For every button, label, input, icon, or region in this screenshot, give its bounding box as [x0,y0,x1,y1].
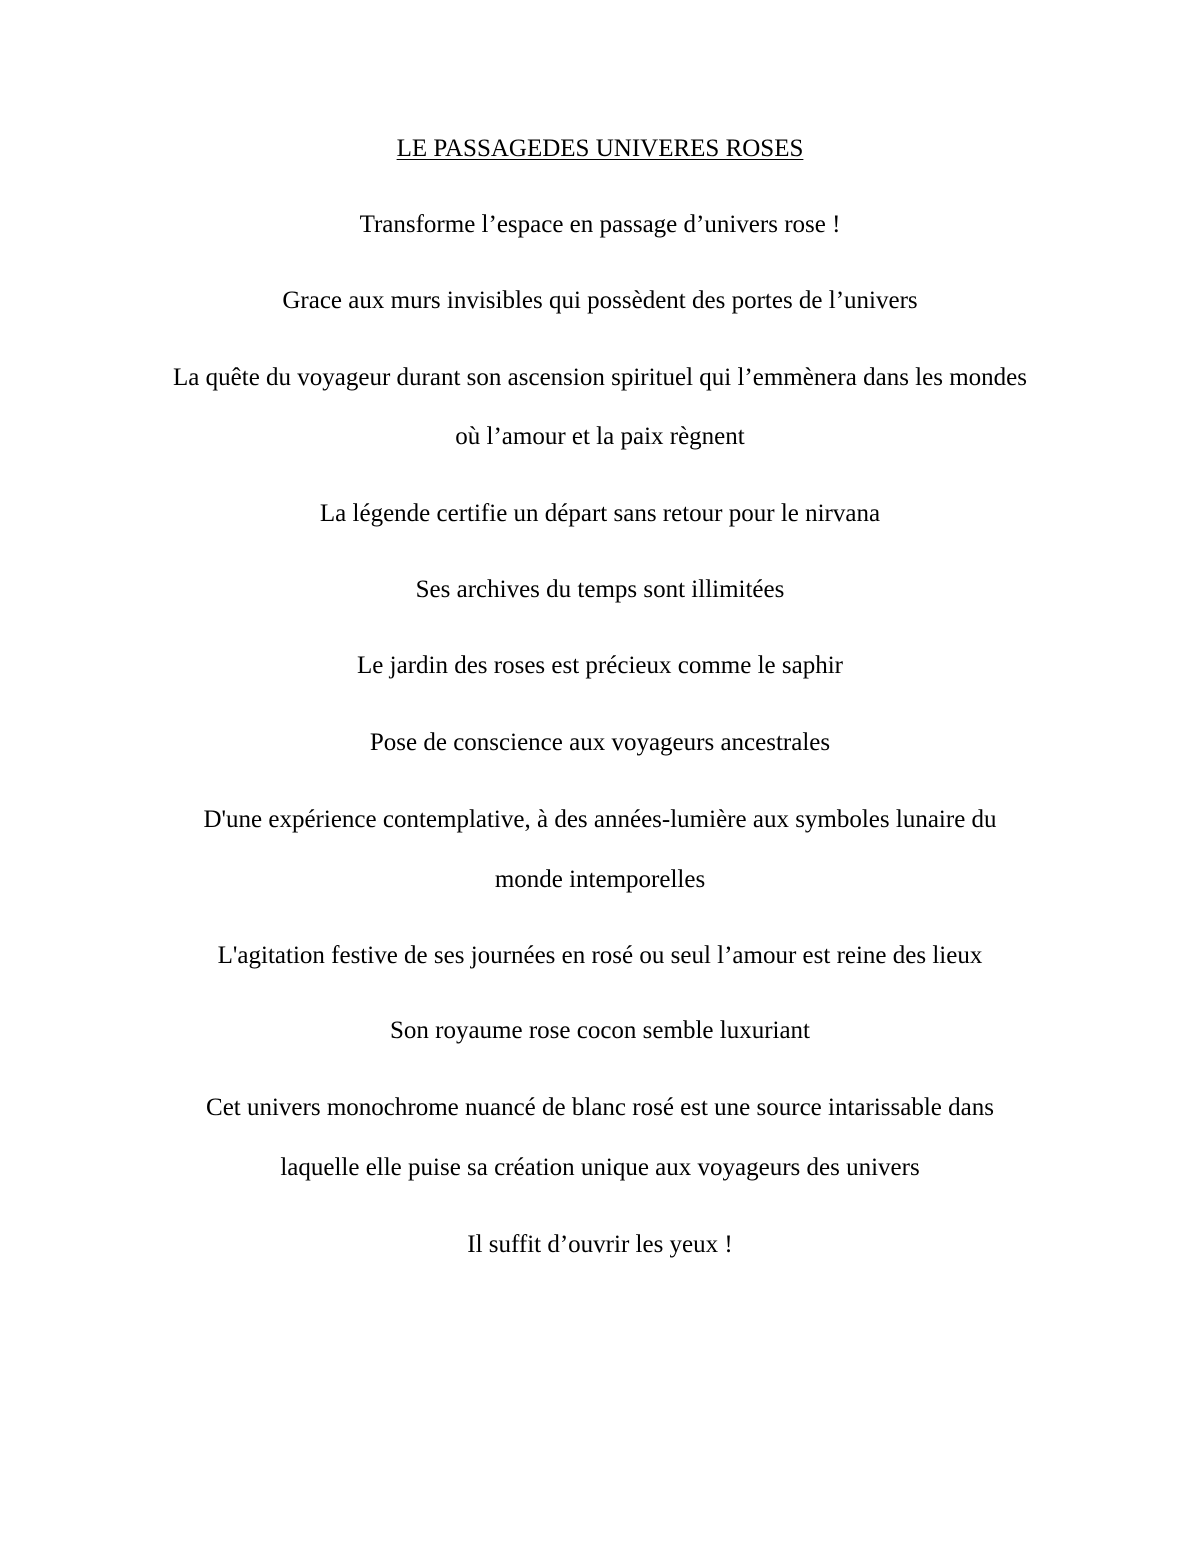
poem-line-12: Son royaume rose cocon semble luxuriant [389,1017,811,1044]
poem-line-10: monde intemporelles [494,866,706,893]
poem-line-2: Grace aux murs invisibles qui possèdent des portes de l’univers [282,287,918,314]
poem-line-11: L'agitation festive de ses journées en rosé ou seul l’amour est reine des lieux [217,942,983,969]
poem-line-9: D'une expérience contemplative, à des années-lumière aux symboles lunaire du [203,806,997,833]
poem-line-14: laquelle elle puise sa création unique aux voyageurs des univers [280,1154,920,1181]
poem-line-4: où l’amour et la paix règnent [455,423,745,450]
poem-line-8: Pose de conscience aux voyageurs ancestrales [369,729,831,756]
poem-line-1: Transforme l’espace en passage d’univers rose ! [359,211,841,238]
poem-line-5: La légende certifie un départ sans retour pour le nirvana [319,500,881,527]
poem-line-6: Ses archives du temps sont illimitées [415,576,785,603]
poem-line-15: Il suffit d’ouvrir les yeux ! [467,1231,733,1258]
document-title: LE PASSAGEDES UNIVERES ROSES [396,135,804,162]
poem-line-7: Le jardin des roses est précieux comme le saphir [357,652,843,679]
poem-line-13: Cet univers monochrome nuancé de blanc rosé est une source intarissable dans [206,1094,994,1121]
poem-line-3: La quête du voyageur durant son ascension spirituel qui l’emmènera dans les mondes [173,364,1027,391]
